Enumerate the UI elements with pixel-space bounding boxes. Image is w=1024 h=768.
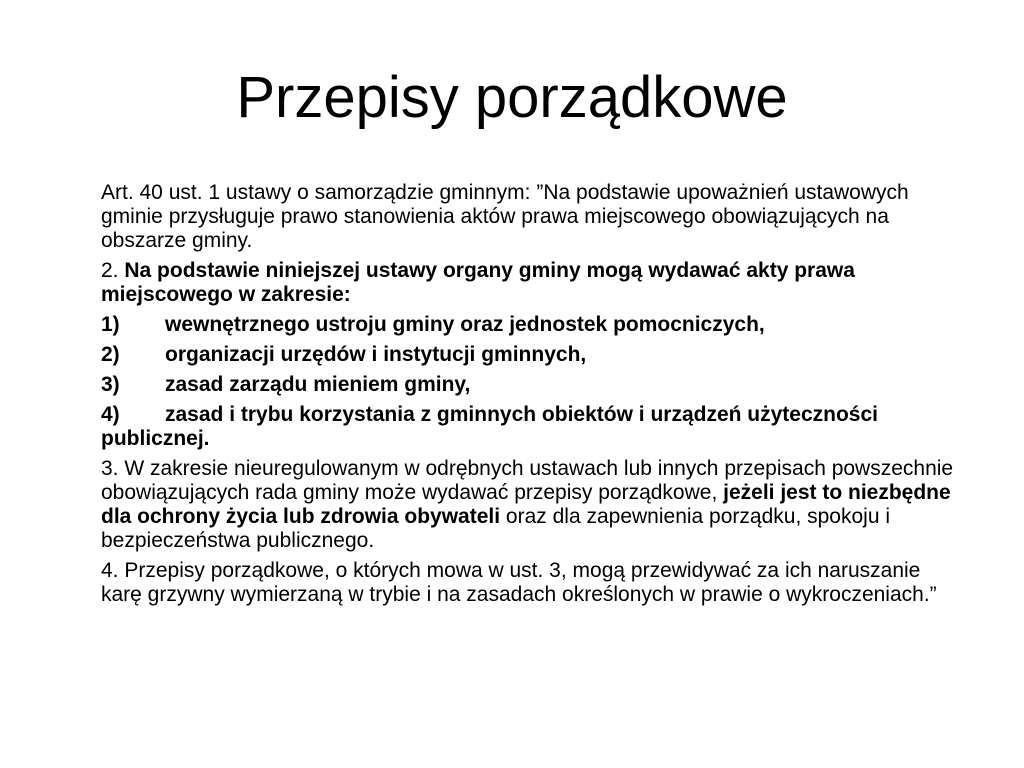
paragraph-ust3 bbox=[101, 457, 961, 553]
paragraph-ust2 bbox=[101, 259, 961, 307]
paragraph-ust4: 4. Przepisy porządkowe, o których mowa w ust. 3, mogą przewidywać za ich naruszanie karę grzywny wymierzaną w trybie i na zasadach określonych w prawie o wykroczeniach.” bbox=[101, 559, 937, 606]
list-item-number: 1) bbox=[101, 313, 120, 336]
list-item-1 bbox=[101, 313, 961, 337]
list-item-text: organizacji urzędów i instytucji gminnych, bbox=[165, 343, 587, 366]
paragraph-art40: Art. 40 ust. 1 ustawy o samorządzie gminnym: ”Na podstawie upoważnień ustawowych gminie przysługuje prawo stanowienia aktów prawa miejscowego obowiązujących na obszarze gminy. bbox=[101, 181, 909, 252]
slide-body bbox=[101, 181, 961, 613]
slide-title: Przepisy porządkowe bbox=[236, 65, 788, 130]
list-item-4 bbox=[101, 403, 961, 451]
list-item-number: 4) bbox=[101, 403, 120, 426]
paragraph-ust3-end: oraz dla zapewnienia porządku, spokoju i bezpieczeństwa publicznego. bbox=[101, 505, 890, 552]
list-item-text: zasad i trybu korzystania z gminnych obiektów i urządzeń użyteczności publicznej. bbox=[101, 403, 878, 450]
paragraph-ust3-bold: jeżeli jest to niezbędne dla ochrony życia lub zdrowia obywateli bbox=[101, 481, 951, 528]
paragraph-ust2-prefix: 2. bbox=[101, 259, 125, 282]
paragraph-ust3-start: 3. W zakresie nieuregulowanym w odrębnych ustawach lub innych przepisach powszechnie obowiązujących rada gminy może wydawać przepisy porządkowe, bbox=[101, 457, 954, 504]
list-item-text: zasad zarządu mieniem gminy, bbox=[165, 373, 471, 396]
list-item-2 bbox=[101, 343, 961, 367]
list-item-number: 2) bbox=[101, 343, 120, 366]
list-item-text: wewnętrznego ustroju gminy oraz jednostek pomocniczych, bbox=[165, 313, 765, 336]
paragraph-ust2-bold: Na podstawie niniejszej ustawy organy gminy mogą wydawać akty prawa miejscowego w zakresie: bbox=[101, 259, 855, 306]
list-item-3 bbox=[101, 373, 961, 397]
list-item-number: 3) bbox=[101, 373, 120, 396]
